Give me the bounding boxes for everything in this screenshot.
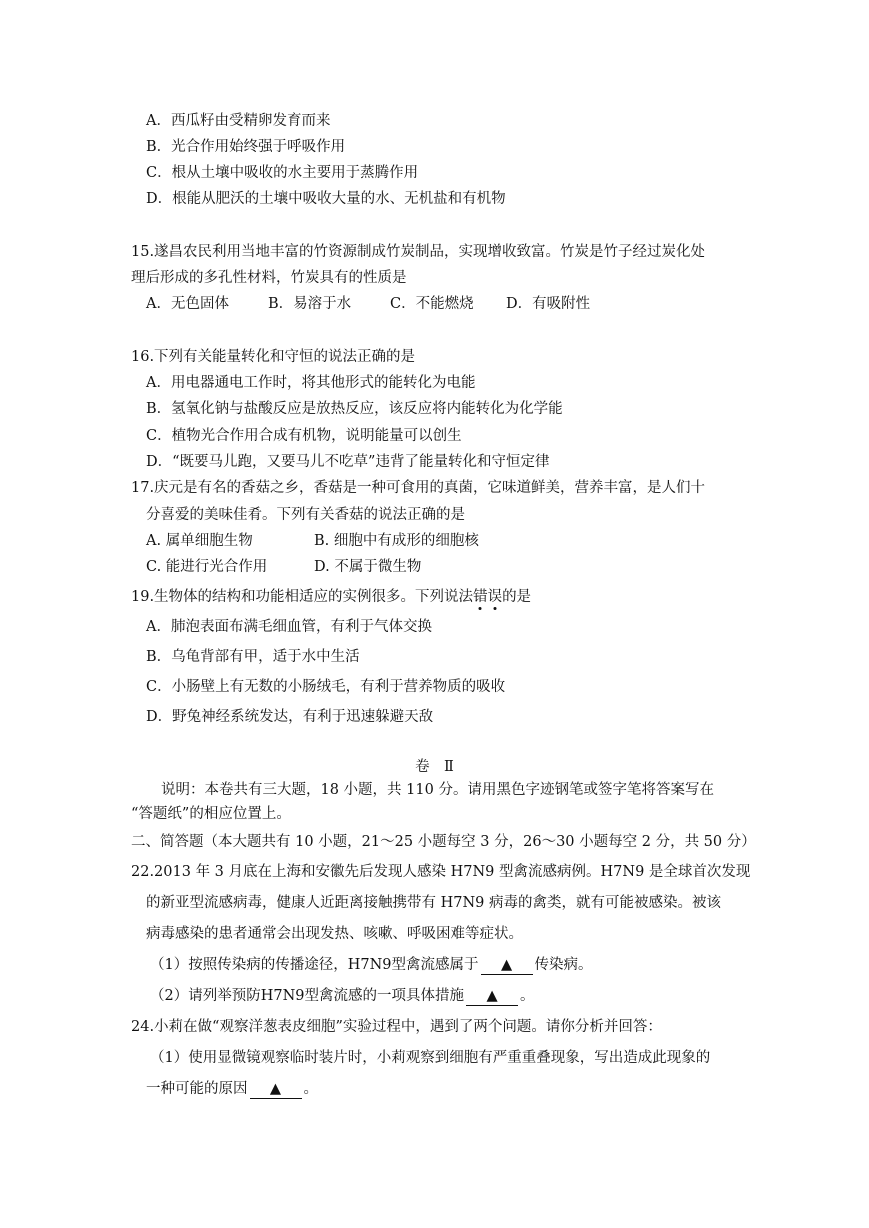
q15-option-b: B．易溶于水 [268, 296, 352, 312]
section-heading: 二、简答题（本大题共有 10 小题，21～25 小题每空 3 分，26～30 小题每空 2 分，共 50 分） [131, 834, 756, 850]
q17-stem-line2: 分喜爱的美味佳肴。下列有关香菇的说法正确的是 [146, 507, 465, 523]
q17-option-d: D. 不属于微生物 [314, 559, 422, 575]
q22-sub1-text: （1）按照传染病的传播途径，H7N9型禽流感属于 [150, 957, 479, 973]
q17-option-b: B. 细胞中有成形的细胞核 [314, 533, 479, 549]
q24-stem: 24.小莉在做“观察洋葱表皮细胞”实验过程中，遇到了两个问题。请你分析并回答： [131, 1019, 662, 1035]
q24-subquestion-1-line1: （1）使用显微镜观察临时装片时，小莉观察到细胞有严重重叠现象，写出造成此现象的 [150, 1050, 711, 1066]
q14-option-b: B．光合作用始终强于呼吸作用 [146, 139, 346, 155]
q14-option-a: A．西瓜籽由受精卵发育而来 [146, 113, 331, 129]
q15-option-d: D．有吸附性 [506, 296, 591, 312]
q14-option-c: C．根从土壤中吸收的水主要用于蒸腾作用 [146, 165, 419, 181]
q19-option-a: A．肺泡表面布满毛细血管，有利于气体交换 [146, 619, 432, 635]
q24-sub1-text-end: 。 [303, 1081, 318, 1097]
q15-stem-line2: 理后形成的多孔性材料，竹炭具有的性质是 [131, 270, 407, 286]
q19-stem-emphasis-2: 误 [487, 589, 503, 605]
q24-sub1-answer-blank[interactable]: ▲ [250, 1080, 302, 1099]
q19-stem [131, 587, 531, 607]
q22-sub1-text-end: 传染病。 [534, 957, 593, 973]
section-note-line1: 说明：本卷共有三大题，18 小题，共 110 分。请用黑色字迹钢笔或签字笔将答案写在 [161, 782, 714, 798]
q22-sub2-answer-blank[interactable]: ▲ [466, 987, 518, 1006]
q15-option-a: A．无色固体 [146, 296, 229, 312]
q19-stem-post: 的是 [502, 589, 532, 605]
q24-sub1-text: 一种可能的原因 [146, 1081, 248, 1097]
q22-sub2-text-end: 。 [520, 988, 535, 1004]
section-note-line2: “答题纸”的相应位置上。 [131, 806, 291, 822]
q16-option-c: C．植物光合作用合成有机物，说明能量可以创生 [146, 428, 462, 444]
q19-stem-emphasis-1: 错 [473, 589, 488, 605]
q17-stem-line1: 17.庆元是有名的香菇之乡，香菇是一种可食用的真菌，它味道鲜美，营养丰富，是人们十 [131, 480, 706, 496]
q16-stem: 16.下列有关能量转化和守恒的说法正确的是 [131, 349, 416, 365]
q22-stem-line2: 的新亚型流感病毒，健康人近距离接触携带有 H7N9 病毒的禽类，就有可能被感染。被该 [146, 895, 721, 911]
q19-option-d: D．野兔神经系统发达，有利于迅速躲避天敌 [146, 709, 434, 725]
q17-options-row1 [146, 531, 479, 551]
q16-option-a: A．用电器通电工作时，将其他形式的能转化为电能 [146, 375, 476, 391]
q22-sub1-answer-blank[interactable]: ▲ [481, 956, 533, 975]
q22-stem-line1: 22.2013 年 3 月底在上海和安徽先后发现人感染 H7N9 型禽流感病例。H7N9 是全球首次发现 [131, 864, 751, 880]
q15-options [146, 294, 590, 314]
q24-subquestion-1-line2 [146, 1079, 318, 1099]
q19-stem-pre: 19.生物体的结构和功能相适应的实例很多。下列说法 [131, 589, 474, 605]
q16-option-b: B．氢氧化钠与盐酸反应是放热反应，该反应将内能转化为化学能 [146, 401, 563, 417]
q22-sub2-text: （2）请列举预防H7N9型禽流感的一项具体措施 [150, 988, 465, 1004]
q22-stem-line3: 病毒感染的患者通常会出现发热、咳嗽、呼吸困难等症状。 [146, 926, 523, 942]
q17-option-c: C. 能进行光合作用 [146, 559, 268, 575]
q17-options-row2 [146, 557, 421, 577]
q15-option-c: C．不能燃烧 [390, 296, 474, 312]
q19-option-c: C．小肠壁上有无数的小肠绒毛，有利于营养物质的吸收 [146, 679, 506, 695]
q22-subquestion-1 [150, 955, 593, 975]
section-title: 卷 Ⅱ [415, 759, 454, 775]
q22-subquestion-2 [150, 986, 535, 1006]
q15-stem-line1: 15.遂昌农民利用当地丰富的竹资源制成竹炭制品，实现增收致富。竹炭是竹子经过炭化处 [131, 244, 706, 260]
q14-option-d: D．根能从肥沃的土壤中吸收大量的水、无机盐和有机物 [146, 191, 506, 207]
q19-option-b: B．乌龟背部有甲，适于水中生活 [146, 649, 360, 665]
q16-option-d: D．“既要马儿跑，又要马儿不吃草”违背了能量转化和守恒定律 [146, 454, 550, 470]
q17-option-a: A. 属单细胞生物 [146, 533, 253, 549]
